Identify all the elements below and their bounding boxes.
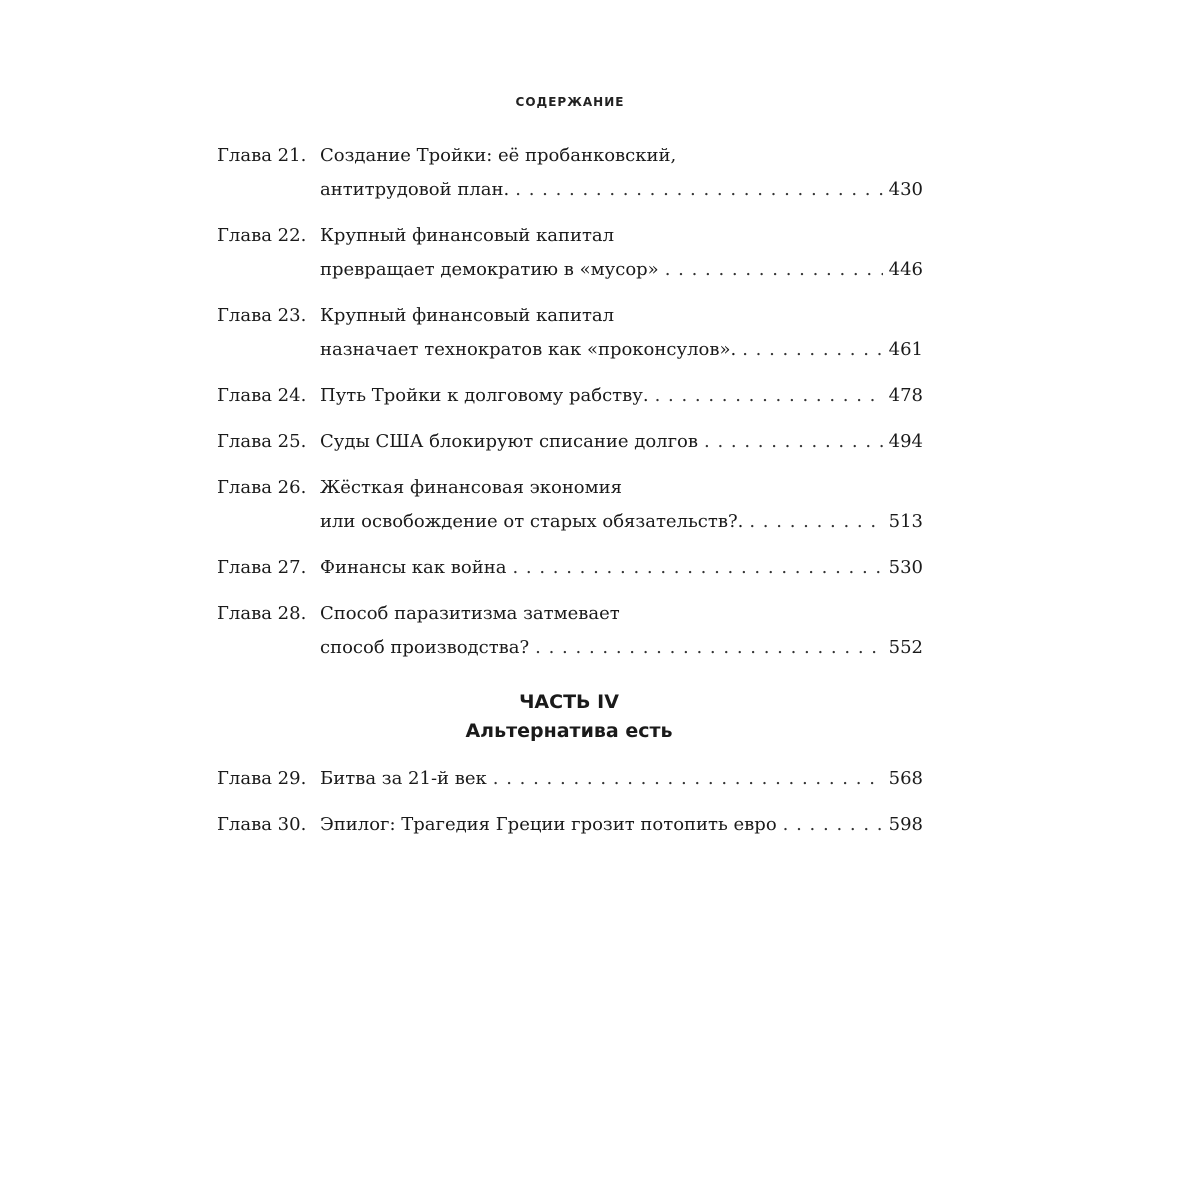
chapter-label: Глава 27. xyxy=(217,557,307,578)
page-number: 598 xyxy=(888,814,923,835)
page-number: 552 xyxy=(888,637,923,658)
running-head: СОДЕРЖАНИЕ xyxy=(515,95,625,109)
chapter-label: Глава 28. xyxy=(217,603,307,624)
page-number: 461 xyxy=(888,339,923,360)
dot-leader xyxy=(742,333,882,367)
chapter-title: Способ паразитизма затмевает xyxy=(320,603,620,624)
toc-entry xyxy=(217,762,923,796)
dot-leader xyxy=(655,379,883,413)
chapter-title: превращает демократию в «мусор» xyxy=(320,259,659,280)
chapter-title: способ производства? xyxy=(320,637,530,658)
page-number: 430 xyxy=(888,179,923,200)
chapter-label: Глава 22. xyxy=(217,225,307,246)
dot-leader xyxy=(704,425,883,459)
chapter-title: назначает технократов как «проконсулов». xyxy=(320,339,737,360)
toc-line xyxy=(217,299,923,333)
toc-line xyxy=(217,173,923,207)
toc-entry xyxy=(217,808,923,842)
toc-line xyxy=(217,631,923,665)
toc-line xyxy=(217,597,923,631)
chapter-label: Глава 25. xyxy=(217,431,307,452)
dot-leader xyxy=(749,505,882,539)
part-heading xyxy=(0,688,1138,746)
page-number: 494 xyxy=(888,431,923,452)
toc-line xyxy=(217,505,923,539)
chapter-title: антитрудовой план. xyxy=(320,179,510,200)
chapter-title: Крупный финансовый капитал xyxy=(320,225,615,246)
chapter-title: Финансы как война xyxy=(320,557,507,578)
toc-entry xyxy=(217,139,923,207)
toc-entry xyxy=(217,551,923,585)
chapter-label: Глава 29. xyxy=(217,768,307,789)
toc-entry xyxy=(217,219,923,287)
toc-entry xyxy=(217,425,923,459)
chapter-title: Создание Тройки: её пробанковский, xyxy=(320,145,677,166)
chapter-label: Глава 26. xyxy=(217,477,307,498)
page-number: 568 xyxy=(888,768,923,789)
toc-entry xyxy=(217,379,923,413)
chapter-title: или освобождение от старых обязательств?. xyxy=(320,511,744,532)
toc-line xyxy=(217,139,923,173)
toc-line xyxy=(217,253,923,287)
page-number: 446 xyxy=(888,259,923,280)
chapter-label: Глава 21. xyxy=(217,145,307,166)
toc-entry xyxy=(217,471,923,539)
toc-line xyxy=(217,762,923,796)
chapter-label: Глава 23. xyxy=(217,305,307,326)
chapter-title: Жёсткая финансовая экономия xyxy=(320,477,623,498)
chapter-title: Эпилог: Трагедия Греции грозит потопить евро xyxy=(320,814,777,835)
toc-line xyxy=(217,808,923,842)
toc-line xyxy=(217,333,923,367)
page-number: 513 xyxy=(888,511,923,532)
toc-entry xyxy=(217,597,923,665)
dot-leader xyxy=(512,551,882,585)
chapter-title: Суды США блокируют списание долгов xyxy=(320,431,698,452)
toc-line xyxy=(217,425,923,459)
toc-line xyxy=(217,379,923,413)
dot-leader xyxy=(515,173,882,207)
chapter-label: Глава 30. xyxy=(217,814,307,835)
table-of-contents-part-iv xyxy=(217,762,923,854)
dot-leader xyxy=(783,808,883,842)
dot-leader xyxy=(493,762,883,796)
dot-leader xyxy=(535,631,882,665)
part-title: Альтернатива есть xyxy=(465,720,673,742)
page-number: 478 xyxy=(888,385,923,406)
part-number: ЧАСТЬ IV xyxy=(519,691,619,713)
dot-leader xyxy=(665,253,883,287)
chapter-title: Путь Тройки к долговому рабству. xyxy=(320,385,649,406)
toc-entry xyxy=(217,299,923,367)
table-of-contents xyxy=(217,139,923,677)
toc-line xyxy=(217,471,923,505)
toc-line xyxy=(217,219,923,253)
chapter-label: Глава 24. xyxy=(217,385,307,406)
chapter-title: Битва за 21-й век xyxy=(320,768,487,789)
toc-line xyxy=(217,551,923,585)
chapter-title: Крупный финансовый капитал xyxy=(320,305,615,326)
page-number: 530 xyxy=(888,557,923,578)
